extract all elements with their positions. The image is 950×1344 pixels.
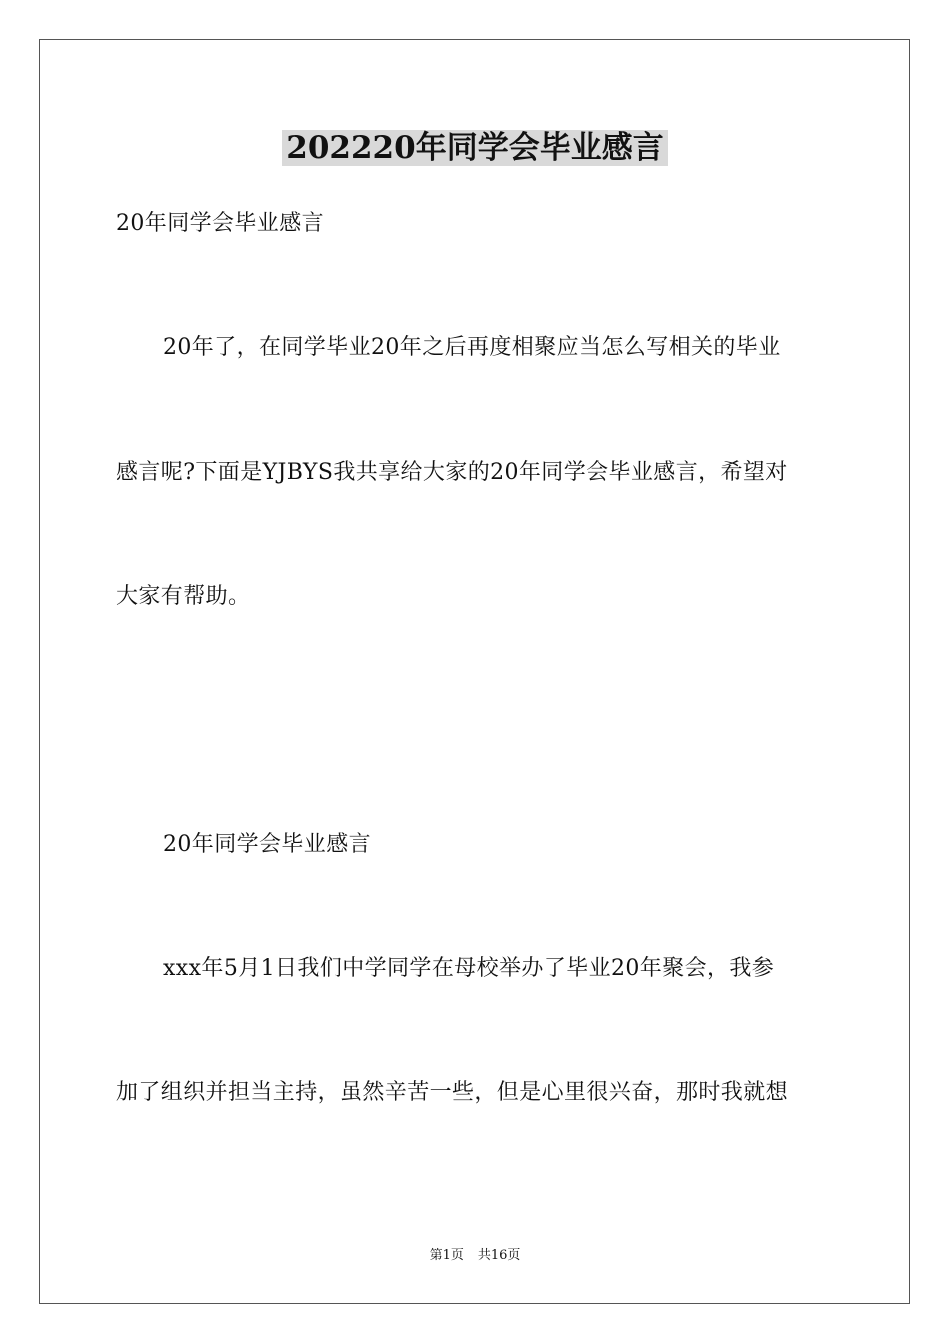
paragraph-line: xxx年5月1日我们中学同学在母校举办了毕业20年聚会，我参 <box>163 956 775 981</box>
document-subtitle: 20年同学会毕业感言 <box>116 211 324 236</box>
document-title <box>0 126 950 170</box>
paragraph-line: 加了组织并担当主持，虽然辛苦一些，但是心里很兴奋，那时我就想 <box>116 1080 789 1105</box>
section-heading: 20年同学会毕业感言 <box>163 832 371 857</box>
page-total: 共16页 <box>477 1248 521 1263</box>
paragraph-line: 大家有帮助。 <box>116 584 251 609</box>
page-footer <box>0 1247 950 1265</box>
paragraph-line: 感言呢?下面是YJBYS我共享给大家的20年同学会毕业感言，希望对 <box>116 460 788 485</box>
paragraph-line: 20年了，在同学毕业20年之后再度相聚应当怎么写相关的毕业 <box>163 335 781 360</box>
document-title-text: 202220年同学会毕业感言 <box>282 130 667 166</box>
page-number: 第1页 <box>429 1248 464 1263</box>
